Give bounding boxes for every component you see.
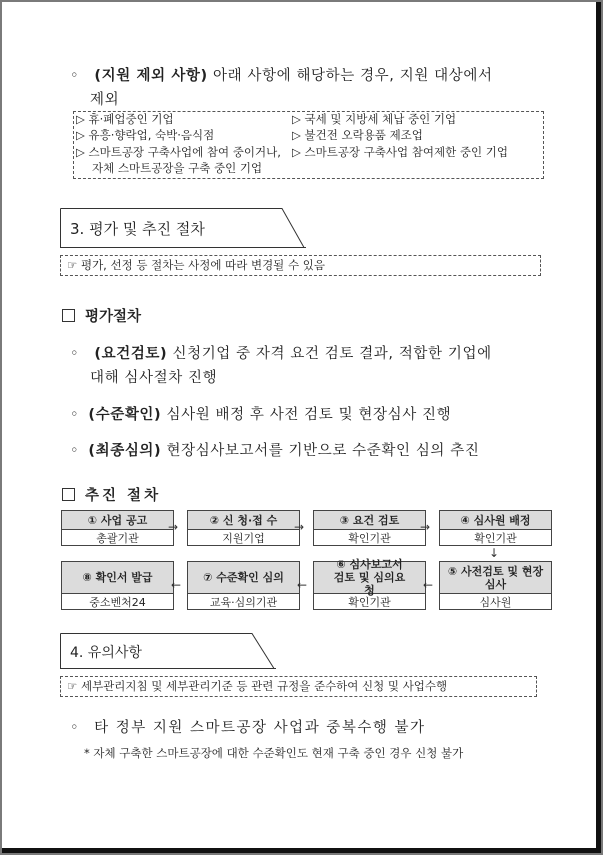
step-title: ② 신 청·접 수 — [188, 511, 299, 530]
step-agency: 교육·심의기관 — [209, 596, 278, 609]
section3-title: 3. 평가 및 추진 절차 — [70, 220, 205, 238]
exclusion-item: ▷ 불건전 오락용품 제조업 — [292, 128, 423, 142]
bullet-marker: ◦ — [70, 68, 80, 84]
bullet-marker: ◦ — [70, 720, 81, 736]
step-agency: 확인기관 — [348, 596, 391, 609]
eval-heading — [62, 305, 141, 326]
section3-note: ☞ 평가, 선정 등 절차는 사정에 따라 변경될 수 있음 — [60, 255, 541, 276]
notice-text: 타 정부 지원 스마트공장 사업과 중복수행 불가 — [94, 720, 426, 736]
checkbox-square-icon — [62, 309, 75, 322]
eval-item — [70, 342, 492, 363]
checkbox-square-icon — [62, 488, 75, 501]
bullet-marker: ◦ — [70, 443, 80, 459]
exclusion-label: (지원 제외 사항) — [94, 68, 208, 84]
exclusion-item: ▷ 스마트공장 구축사업에 참여 중이거나, — [76, 145, 281, 159]
process-heading-text: 추진 절차 — [85, 488, 162, 504]
step-agency: 중소벤처24 — [89, 596, 146, 609]
step-agency: 총괄기관 — [96, 532, 139, 545]
step-agency: 확인기관 — [348, 532, 391, 545]
section4-note: ☞ 세부관리지침 및 세부관리기준 등 관련 규정을 준수하여 신청 및 사업수행 — [60, 676, 537, 697]
arrow-right-icon: → — [294, 520, 305, 534]
exclusion-item: ▷ 스마트공장 구축사업 참여제한 중인 기업 — [292, 145, 508, 159]
eval-item-text: 신청기업 중 자격 요건 검토 결과, 적합한 기업에 — [167, 346, 492, 362]
process-step-1 — [61, 510, 174, 546]
step-agency: 심사원 — [479, 596, 512, 609]
step-title: ③ 요건 검토 — [314, 511, 425, 530]
process-step-4 — [439, 510, 552, 546]
exclusion-item-cont: 자체 스마트공장을 구축 중인 기업 — [92, 161, 263, 175]
arrow-left-icon: ← — [171, 578, 182, 592]
notice-item — [70, 716, 425, 737]
exclusion-paragraph — [70, 64, 493, 85]
step-title: ⑧ 확인서 발급 — [62, 562, 173, 594]
step-agency: 확인기관 — [474, 532, 517, 545]
step-title: ④ 심사원 배정 — [440, 511, 551, 530]
eval-item-label: (요건검토) — [94, 346, 168, 362]
eval-item-text: 심사원 배정 후 사전 검토 및 현장심사 진행 — [161, 407, 452, 423]
eval-item-text: 현장심사보고서를 기반으로 수준확인 심의 추진 — [161, 443, 480, 459]
section4-header — [60, 633, 276, 669]
step-title: ⑦ 수준확인 심의 — [188, 562, 299, 594]
step-title: ⑤ 사전검토 및 현장 심사 — [440, 562, 551, 594]
exclusion-text-cont: 제외 — [90, 92, 120, 108]
section4-title: 4. 유의사항 — [70, 645, 142, 661]
exclusion-item: ▷ 휴·폐업중인 기업 — [76, 112, 174, 126]
process-step-3 — [313, 510, 426, 546]
section3-header — [60, 208, 306, 248]
eval-item-label: (수준확인) — [88, 407, 162, 423]
bullet-marker: ◦ — [70, 346, 80, 362]
arrow-left-icon: ← — [297, 578, 308, 592]
step-title: ① 사업 공고 — [62, 511, 173, 530]
eval-item-label: (최종심의) — [88, 443, 162, 459]
process-step-7 — [187, 561, 300, 610]
process-step-2 — [187, 510, 300, 546]
exclusion-item: ▷ 국세 및 지방세 체납 중인 기업 — [292, 112, 457, 126]
process-step-6 — [313, 558, 426, 610]
arrow-left-icon: ← — [423, 578, 434, 592]
arrow-right-icon: → — [168, 520, 179, 534]
eval-item — [70, 403, 451, 424]
arrow-right-icon: → — [420, 520, 431, 534]
process-step-5 — [439, 561, 552, 610]
process-heading — [62, 484, 161, 505]
step-agency: 지원기업 — [222, 532, 265, 545]
step-title: ⑥ 심사보고서 검토 및 심의요청 — [314, 562, 425, 594]
exclusion-text: 아래 사항에 해당하는 경우, 지원 대상에서 — [207, 68, 493, 84]
eval-heading-text: 평가절차 — [85, 309, 142, 325]
notice-footnote: * 자체 구축한 스마트공장에 대한 수준확인도 현재 구축 중인 경우 신청 불가 — [84, 746, 464, 760]
eval-item-cont: 대해 심사절차 진행 — [90, 370, 218, 386]
arrow-down-icon: ↓ — [489, 546, 500, 560]
eval-item — [70, 439, 479, 460]
exclusion-item: ▷ 유흥·향락업, 숙박·음식점 — [76, 128, 215, 142]
process-step-8 — [61, 561, 174, 610]
bullet-marker: ◦ — [70, 407, 80, 423]
